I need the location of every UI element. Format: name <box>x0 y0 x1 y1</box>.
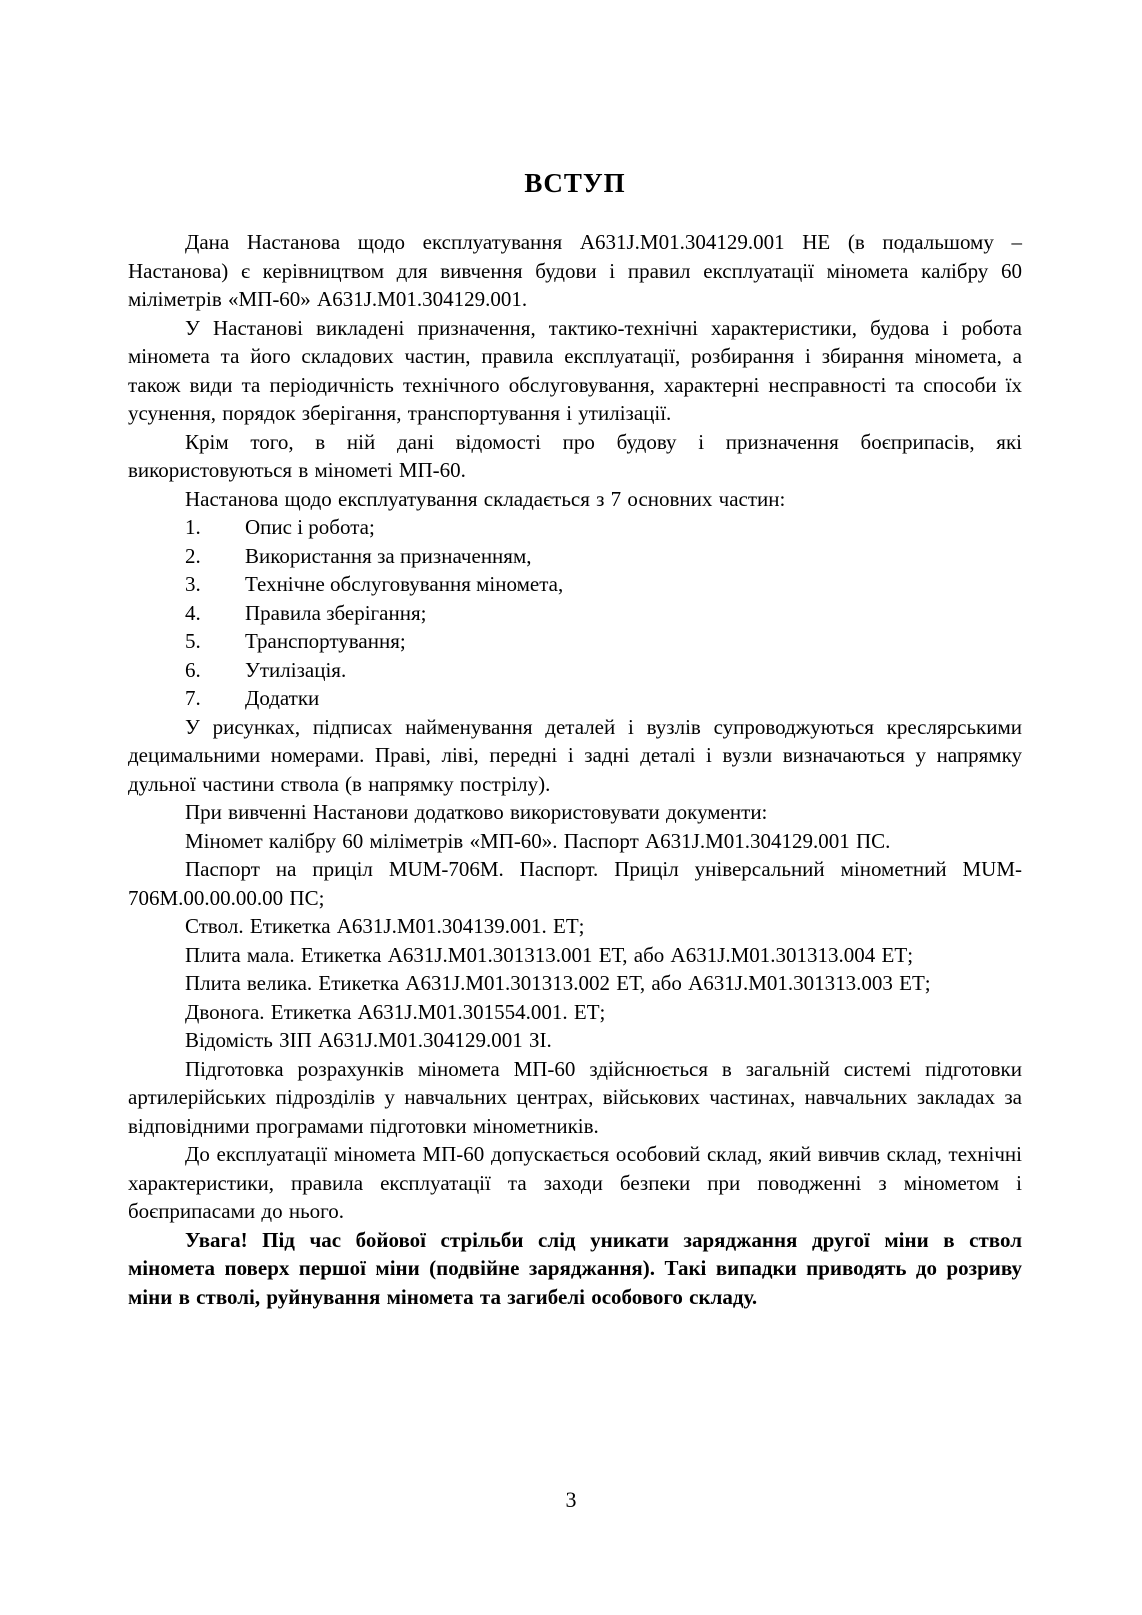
list-item-1 <box>128 513 1022 542</box>
list-item-number: 7. <box>185 686 201 710</box>
list-item-label: Додатки <box>245 686 320 710</box>
list-item-number: 5. <box>185 629 201 653</box>
docs-heading-paragraph: При вивченні Настанови додатково використовувати документи: <box>185 800 768 824</box>
doc-ref-plate-large: Плита велика. Етикетка A631J.M01.301313.002 ЕТ, або A631J.M01.301313.003 ЕТ; <box>185 971 931 995</box>
training-paragraph: Підготовка розрахунків міномета МП-60 здійснюється в загальній системі підготовки артилерійських підрозділів у навчальних центрах, військових частинах, навчальних закладах за відповідними програмами підготовки мінометників. <box>128 1056 1022 1138</box>
list-item-label: Опис і робота; <box>245 515 375 539</box>
list-item-number: 2. <box>185 543 201 568</box>
parts-list <box>128 513 1022 713</box>
doc-ref-zip: Відомість ЗІП A631J.M01.304129.001 ЗІ. <box>185 1028 552 1052</box>
ammo-paragraph: Крім того, в ній дані відомості про будову і призначення боєприпасів, які використовуються в мінометі МП-60. <box>128 429 1022 482</box>
list-item-6 <box>128 656 1022 685</box>
list-item-label: Утилізація. <box>245 657 347 682</box>
intro-paragraph: Дана Настанова щодо експлуатування A631J.M01.304129.001 НЕ (в подальшому – Настанова) є керівництвом для вивчення будови і правил експлуатації міномета калібру 60 міліметрів «МП-60» A631J.M01.304129.001. <box>128 230 1022 311</box>
list-item-label: Використання за призначенням, <box>245 543 532 568</box>
doc-ref-sight: Паспорт на приціл MUM-706M. Паспорт. Приціл універсальний мінометний MUM-706M.00.00.00.00 ПС; <box>128 857 1022 910</box>
list-item-2 <box>128 542 1022 571</box>
parts-heading-paragraph: Настанова щодо експлуатування складається з 7 основних частин: <box>185 486 786 511</box>
figures-paragraph: У рисунках, підписах найменування деталей і вузлів супроводжуються креслярськими децимальними номерами. Праві, ліві, передні і задні деталі і вузли визначаються у напрямку дульної частини ствола (в напрямку пострілу). <box>128 714 1022 796</box>
list-item-3 <box>128 570 1022 599</box>
list-item-number: 6. <box>185 657 201 682</box>
list-item-label: Технічне обслуговування міномета, <box>245 572 564 596</box>
page-title: ВСТУП <box>524 168 626 198</box>
list-item-number: 3. <box>185 572 201 596</box>
list-item-label: Правила зберігання; <box>245 600 427 625</box>
list-item-number: 1. <box>185 515 201 539</box>
doc-ref-bipod: Двонога. Етикетка A631J.M01.301554.001. ЕТ; <box>185 999 606 1024</box>
list-item-5 <box>128 627 1022 656</box>
list-item-7 <box>128 684 1022 713</box>
overview-paragraph: У Настанові викладені призначення, тактико-технічні характеристики, будова і робота міномета та його складових частин, правила експлуатації, розбирання і збирання міномета, а також види та періодичність технічного обслуговування, характерні несправності та способи їх усунення, порядок зберігання, транспортування і утилізації. <box>128 315 1022 425</box>
warning-paragraph: Увага! Під час бойової стрільби слід уникати заряджання другої міни в ствол міномета поверх першої міни (подвійне заряджання). Такі випадки приводять до розриву міни в стволі, руйнування міномета та загибелі особового складу. <box>128 1227 1022 1309</box>
doc-ref-mortar: Міномет калібру 60 міліметрів «МП-60». Паспорт A631J.M01.304129.001 ПС. <box>185 828 891 853</box>
personnel-paragraph: До експлуатації міномета МП-60 допускається особовий склад, який вивчив склад, технічні характеристики, правила експлуатації та заходи безпеки при поводженні з мінометом і боєприпасами до нього. <box>128 1142 1022 1223</box>
list-item-number: 4. <box>185 600 201 625</box>
page-number: 3 <box>565 1487 577 1512</box>
doc-ref-barrel: Ствол. Етикетка A631J.M01.304139.001. ЕТ; <box>185 914 585 938</box>
list-item-label: Транспортування; <box>245 629 406 653</box>
text-column <box>128 168 1022 1311</box>
list-item-4 <box>128 599 1022 628</box>
doc-ref-plate-small: Плита мала. Етикетка A631J.M01.301313.001 ЕТ, або A631J.M01.301313.004 ЕТ; <box>185 942 914 967</box>
